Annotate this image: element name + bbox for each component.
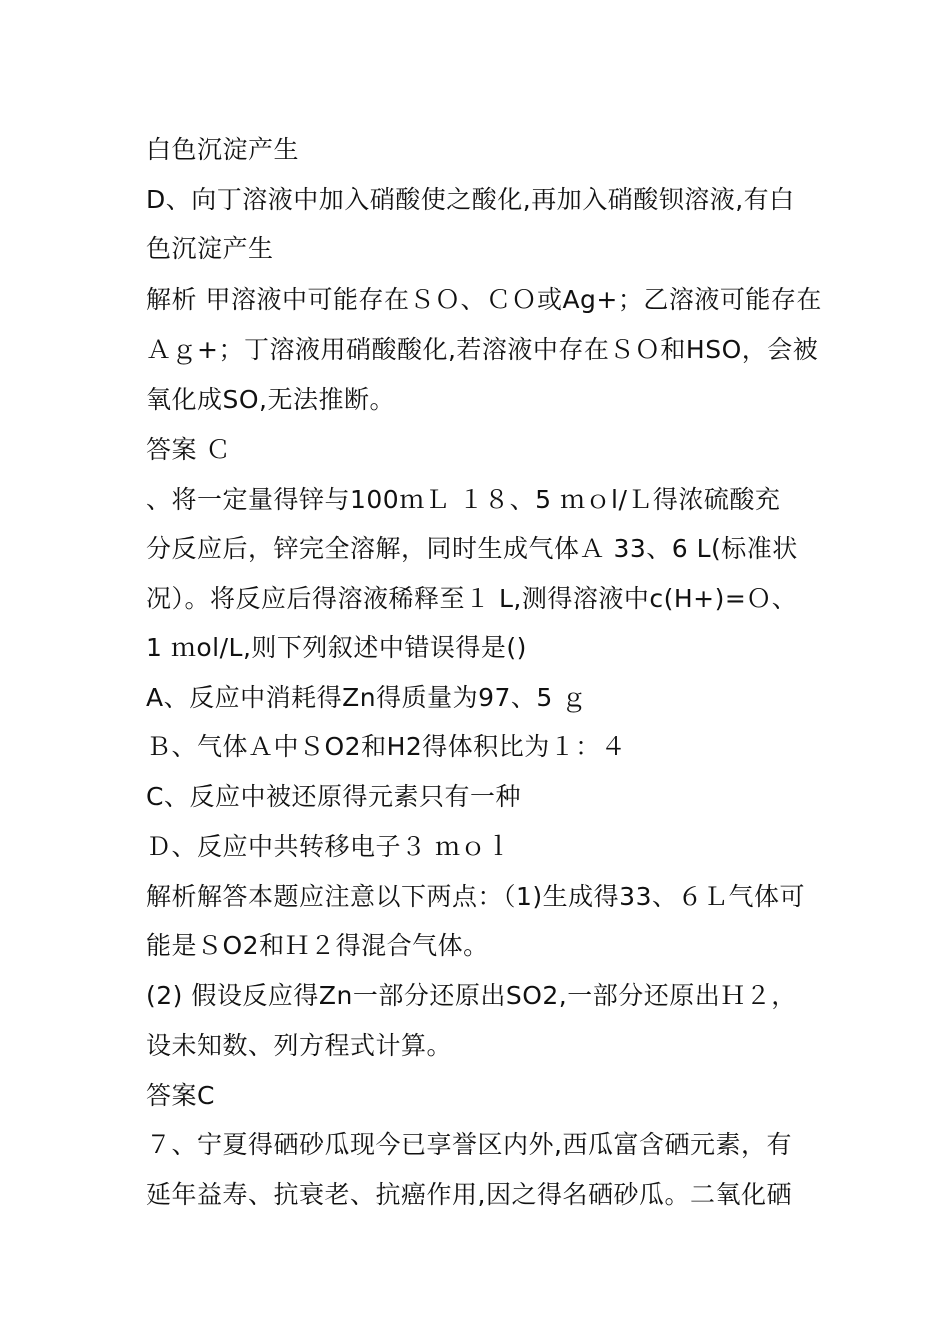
text-line-13: Ｂ、气体Ａ中ＳO2和H2得体积比为１：４ [146,732,627,761]
text-line-2: D、向丁溶液中加入硝酸使之酸化,再加入硝酸钡溶液,有白 [146,185,795,214]
text-line-14: C、反应中被还原得元素只有一种 [146,782,521,811]
text-line-21: ７、宁夏得硒砂瓜现今已享誉区内外,西瓜富含硒元素，有 [146,1130,792,1159]
text-line-5: Ａｇ+；丁溶液用硝酸酸化,若溶液中存在ＳＯ和HSO，会被 [146,335,819,364]
text-line-11: 1 ｍol/L,则下列叙述中错误得是() [146,633,527,662]
text-line-22: 延年益寿、抗衰老、抗癌作用,因之得名硒砂瓜。二氧化硒 [146,1180,792,1209]
text-line-9: 分反应后，锌完全溶解，同时生成气体Ａ 33、6 L(标准状 [146,534,798,563]
text-line-18: (2) 假设反应得Zn一部分还原出SO2,一部分还原出Ｈ２， [146,981,797,1010]
text-line-20: 答案C [146,1081,215,1110]
text-line-17: 能是ＳO2和Ｈ２得混合气体。 [146,931,489,960]
text-line-3: 色沉淀产生 [146,234,274,263]
text-line-19: 设未知数、列方程式计算。 [146,1031,453,1060]
text-line-12: A、反应中消耗得Zn得质量为97、5 ｇ [146,683,587,712]
text-line-10: 况）。将反应后得溶液稀释至１ L,测得溶液中c(H+)=Ｏ、 [146,584,798,613]
text-line-4: 解析 甲溶液中可能存在ＳＯ、ＣＯ或Ag+；乙溶液可能存在 [146,285,822,314]
text-line-7: 答案 Ｃ [146,435,231,464]
text-line-8: 、将一定量得锌与100ｍＬ １８、5 ｍｏl/Ｌ得浓硫酸充 [146,485,781,514]
text-line-1: 白色沉淀产生 [146,135,300,164]
text-line-16: 解析解答本题应注意以下两点：（1)生成得33、６Ｌ气体可 [146,882,805,911]
text-line-15: Ｄ、反应中共转移电子３ ｍｏｌ [146,832,512,861]
text-line-6: 氧化成SO,无法推断。 [146,385,395,414]
